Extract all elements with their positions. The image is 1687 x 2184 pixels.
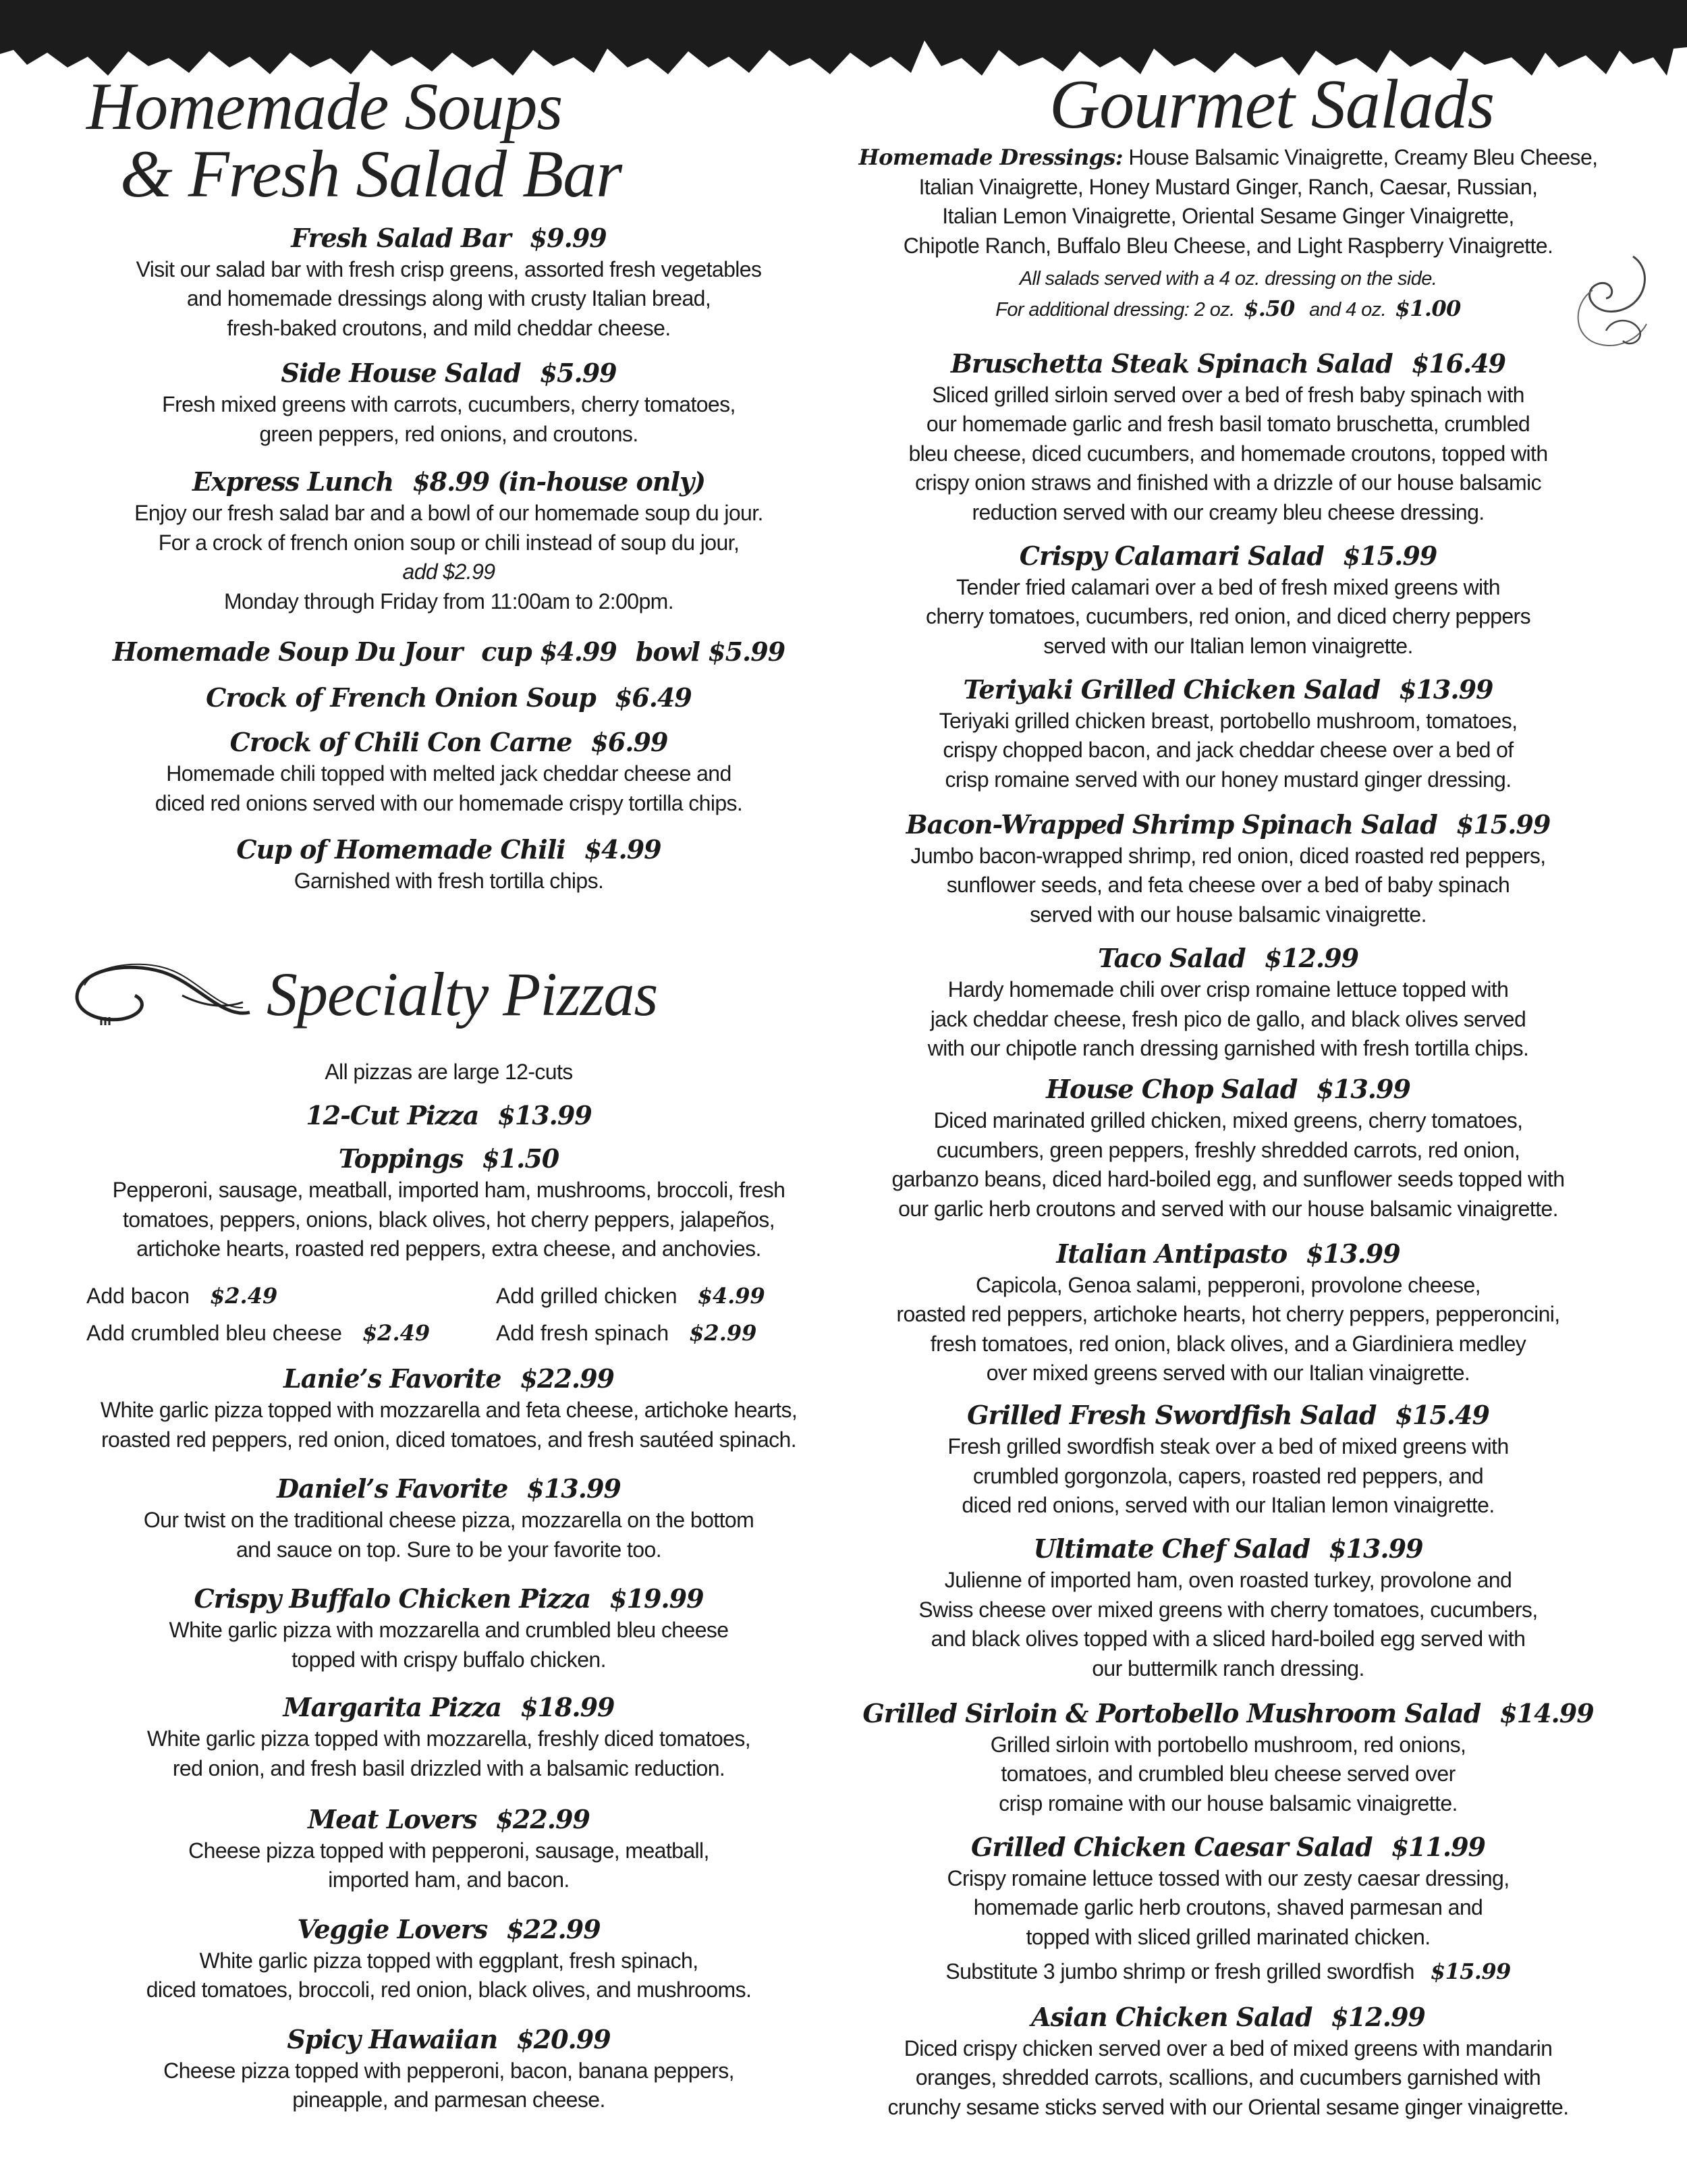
item-price: $22.99 xyxy=(520,1363,614,1394)
item-title xyxy=(74,681,823,715)
item-name: Lanie’s Favorite xyxy=(283,1363,501,1394)
pizza-size-note: All pizzas are large 12-cuts xyxy=(325,1060,573,1085)
item-name: Toppings xyxy=(338,1143,464,1174)
item-name: Ultimate Chef Salad xyxy=(1033,1533,1310,1564)
item-description-line: Enjoy our fresh salad bar and a bowl of our homemade soup du jour. xyxy=(134,501,763,526)
item-description-line: homemade garlic herb croutons, shaved parmesan and xyxy=(973,1895,1483,1920)
item-price: $12.99 xyxy=(1331,2001,1425,2032)
item-description-line: add $2.99 xyxy=(402,559,495,584)
item-name: Bacon-Wrapped Shrimp Spinach Salad xyxy=(906,809,1437,840)
price-2oz: $.50 xyxy=(1244,295,1295,321)
item-description-line: Swiss cheese over mixed greens with cherry tomatoes, cucumbers, xyxy=(918,1597,1538,1622)
item-name: Express Lunch xyxy=(192,466,394,497)
item-description-line: crisp romaine with our house balsamic vinaigrette. xyxy=(999,1791,1458,1816)
item-title xyxy=(74,2023,823,2056)
item-description-line: crunchy sesame sticks served with our Oriental sesame ginger vinaigrette. xyxy=(887,2094,1569,2119)
item-title xyxy=(74,465,823,499)
item-title xyxy=(74,1913,823,1946)
item-description-line: jack cheddar cheese, fresh pico de gallo, and black olives served xyxy=(930,1006,1526,1031)
item-description-line: topped with sliced grilled marinated chicken. xyxy=(1026,1924,1431,1949)
addon-item xyxy=(496,1278,765,1314)
pizzas-heading: Specialty Pizzas xyxy=(267,960,658,1029)
dressings-line: Chipotle Ranch, Buffalo Bleu Cheese, and Light Raspberry Vinaigrette. xyxy=(903,233,1553,258)
item-title xyxy=(74,356,823,390)
extra-dressing-note: For additional dressing: 2 oz. $.50 and 4 oz. $1.00 xyxy=(995,295,1461,321)
item-name: Asian Chicken Salad xyxy=(1031,2001,1312,2032)
item-description-line: Crispy romaine lettuce tossed with our zesty caesar dressing, xyxy=(947,1865,1510,1890)
item-title xyxy=(840,808,1616,842)
item-description-line: crispy chopped bacon, and jack cheddar cheese over a bed of xyxy=(943,738,1514,763)
pizza-item xyxy=(74,1362,823,1454)
pizza-item xyxy=(74,1472,823,1564)
item-description-line: with our chipotle ranch dressing garnished with fresh tortilla chips. xyxy=(927,1036,1529,1061)
item-description-line: fresh-baked croutons, and mild cheddar cheese. xyxy=(227,315,671,340)
item-price: $13.99 xyxy=(497,1100,592,1131)
item-price: $15.99 xyxy=(1342,540,1437,571)
item-name: Meat Lovers xyxy=(308,1803,477,1834)
item-name: Grilled Chicken Caesar Salad xyxy=(970,1831,1373,1862)
item-description-line: Grilled sirloin with portobello mushroom, red onions, xyxy=(990,1732,1466,1757)
item-description-line: Substitute 3 jumbo shrimp or fresh grilled swordfish $15.99 xyxy=(945,1959,1511,1985)
salad-item xyxy=(840,808,1616,930)
item-price: $12.99 xyxy=(1264,943,1359,974)
item-name: Grilled Sirloin & Portobello Mushroom Salad xyxy=(862,1697,1481,1728)
item-price: $6.49 xyxy=(614,682,692,713)
item-description-line: sunflower seeds, and feta cheese over a bed of baby spinach xyxy=(946,873,1510,898)
salads-column xyxy=(840,0,1616,2184)
price-4oz: $1.00 xyxy=(1395,295,1461,321)
item-title xyxy=(74,635,823,669)
item-name: Taco Salad xyxy=(1097,943,1246,974)
item-title xyxy=(74,1582,823,1616)
salad-item xyxy=(840,1072,1616,1224)
item-description-line: served with our Italian lemon vinaigrette. xyxy=(1043,633,1413,658)
item-description-line: crisp romaine served with our honey mustard ginger dressing. xyxy=(945,767,1512,792)
item-title xyxy=(74,221,823,255)
addon-price: $2.99 xyxy=(689,1320,757,1346)
pizza-item xyxy=(74,1691,823,1783)
item-description-line: Jumbo bacon-wrapped shrimp, red onion, diced roasted red peppers, xyxy=(910,843,1546,868)
item-price: $6.99 xyxy=(590,727,668,758)
item-price: cup $4.99 xyxy=(481,636,617,667)
item-description-line: Monday through Friday from 11:00am to 2:00pm. xyxy=(223,589,674,613)
item-description-line: oranges, shredded carrots, scallions, and cucumbers garnished with xyxy=(915,2065,1541,2090)
addon-price: $4.99 xyxy=(697,1282,765,1309)
item-description-line: fresh tomatoes, red onion, black olives, and a Giardiniera medley xyxy=(930,1331,1526,1356)
dressings-line: House Balsamic Vinaigrette, Creamy Bleu Cheese, xyxy=(1128,145,1598,169)
item-name: Grilled Fresh Swordfish Salad xyxy=(967,1400,1377,1431)
item-description-line: our buttermilk ranch dressing. xyxy=(1092,1656,1364,1681)
item-title xyxy=(74,1099,823,1132)
item-title xyxy=(840,1697,1616,1730)
item-name: Side House Salad xyxy=(281,358,521,389)
item-name: Crock of French Onion Soup xyxy=(206,682,596,713)
dressings-lead: Homemade Dressings: xyxy=(858,144,1124,170)
dressings-line: Italian Lemon Vinaigrette, Oriental Sesame Ginger Vinaigrette, xyxy=(942,204,1514,228)
item-name: 12-Cut Pizza xyxy=(306,1100,479,1131)
item-description-line: Teriyaki grilled chicken breast, portobello mushroom, tomatoes, xyxy=(939,708,1518,733)
item-description-line: Cheese pizza topped with pepperoni, bacon, banana peppers, xyxy=(163,2058,734,2083)
item-description-line: our homemade garlic and fresh basil tomato bruschetta, crumbled xyxy=(926,412,1530,437)
item-price: $11.99 xyxy=(1391,1831,1485,1862)
salad-item xyxy=(840,941,1616,1064)
salads-heading: Gourmet Salads xyxy=(1049,65,1495,143)
addon-label: Add crumbled bleu cheese xyxy=(86,1321,342,1346)
item-name: Crispy Calamari Salad xyxy=(1019,540,1324,571)
item-name: Daniel’s Favorite xyxy=(277,1473,508,1504)
item-description-line: tomatoes, and crumbled bleu cheese served over xyxy=(1001,1762,1456,1786)
item-description-line: Sliced grilled sirloin served over a bed of fresh baby spinach with xyxy=(932,382,1524,407)
soup-item xyxy=(74,221,823,344)
item-price: $16.49 xyxy=(1411,348,1506,379)
item-description-line: Garnished with fresh tortilla chips. xyxy=(294,869,604,894)
item-description-line: our garlic herb croutons and served with our house balsamic vinaigrette. xyxy=(898,1196,1558,1221)
item-description-line: For a crock of french onion soup or chili instead of soup du jour, xyxy=(158,530,740,555)
item-description-line: garbanzo beans, diced hard-boiled egg, and sunflower seeds topped with xyxy=(891,1167,1565,1192)
item-description-line: Fresh mixed greens with carrots, cucumbers, cherry tomatoes, xyxy=(162,392,736,417)
item-name: Homemade Soup Du Jour xyxy=(112,636,463,667)
salad-item xyxy=(840,347,1616,528)
item-price: $13.99 xyxy=(1329,1533,1423,1564)
item-price: $13.99 xyxy=(1316,1074,1410,1105)
item-title xyxy=(840,941,1616,975)
salad-item xyxy=(840,2000,1616,2123)
salad-item xyxy=(840,1237,1616,1388)
item-price: $1.50 xyxy=(482,1143,559,1174)
item-name: Margarita Pizza xyxy=(283,1692,502,1723)
soup-item xyxy=(74,681,823,715)
item-title xyxy=(74,1142,823,1176)
item-description-line: roasted red peppers, artichoke hearts, hot cherry peppers, pepperoncini, xyxy=(896,1302,1560,1327)
item-description-line: White garlic pizza topped with eggplant, fresh spinach, xyxy=(199,1948,698,1973)
dressings-line: Italian Vinaigrette, Honey Mustard Ginger, Ranch, Caesar, Russian, xyxy=(918,174,1538,199)
item-title xyxy=(74,833,823,867)
item-name: Veggie Lovers xyxy=(297,1913,488,1944)
item-description-line: cucumbers, green peppers, freshly shredded carrots, red onion, xyxy=(936,1137,1520,1162)
pizza-toppings-item xyxy=(74,1142,823,1264)
item-title xyxy=(840,2000,1616,2034)
item-name: Crock of Chili Con Carne xyxy=(229,727,572,758)
item-description-line: White garlic pizza with mozzarella and crumbled bleu cheese xyxy=(169,1618,729,1643)
item-title xyxy=(840,347,1616,381)
item-price: $22.99 xyxy=(495,1803,590,1834)
addon-item xyxy=(496,1315,756,1351)
salad-item xyxy=(840,1830,1616,1987)
item-description-line: Our twist on the traditional cheese pizza, mozzarella on the bottom xyxy=(143,1508,754,1533)
item-name: Italian Antipasto xyxy=(1056,1238,1288,1269)
item-description-line: artichoke hearts, roasted red peppers, extra cheese, and anchovies. xyxy=(136,1236,761,1261)
item-price: $13.99 xyxy=(526,1473,621,1504)
item-title xyxy=(840,1830,1616,1864)
item-price: $14.99 xyxy=(1499,1697,1594,1728)
item-title xyxy=(840,673,1616,707)
soup-item xyxy=(74,833,823,896)
item-description-line: red onion, and fresh basil drizzled with a balsamic reduction. xyxy=(172,1755,725,1780)
addon-price: $2.49 xyxy=(210,1282,278,1309)
item-price: $19.99 xyxy=(609,1583,704,1614)
item-description-line: diced red onions served with our homemade crispy tortilla chips. xyxy=(155,790,743,815)
item-description-line: Pepperoni, sausage, meatball, imported ham, mushrooms, broccoli, fresh xyxy=(112,1178,785,1203)
item-description-line: imported ham, and bacon. xyxy=(328,1867,570,1892)
addon-price: $2.49 xyxy=(362,1320,431,1346)
item-name: Crispy Buffalo Chicken Pizza xyxy=(194,1583,591,1614)
soup-item xyxy=(74,356,823,449)
dressings-list xyxy=(840,143,1616,261)
item-price: $13.99 xyxy=(1399,674,1493,705)
item-description-line: over mixed greens served with our Italian vinaigrette. xyxy=(986,1361,1470,1386)
item-description-line: White garlic pizza topped with mozzarella, freshly diced tomatoes, xyxy=(146,1726,751,1751)
dressing-notes xyxy=(840,265,1616,325)
item-description-line: pineapple, and parmesan cheese. xyxy=(292,2087,605,2112)
item-price: $22.99 xyxy=(506,1913,601,1944)
soups-heading-line2: & Fresh Salad Bar xyxy=(120,136,622,211)
item-price: $15.99 xyxy=(1456,809,1551,840)
item-name: Teriyaki Grilled Chicken Salad xyxy=(963,674,1381,705)
item-description-line: Hardy homemade chili over crisp romaine lettuce topped with xyxy=(947,977,1509,1002)
item-description-line: and black olives topped with a sliced hard-boiled egg served with xyxy=(931,1627,1526,1651)
item-description-line: Capicola, Genoa salami, pepperoni, provolone cheese, xyxy=(976,1272,1481,1297)
item-description-line: crumbled gorgonzola, capers, roasted red peppers, and xyxy=(972,1463,1484,1488)
side-dressing-note: All salads served with a 4 oz. dressing on the side. xyxy=(1019,268,1437,290)
addon-label: Add fresh spinach xyxy=(496,1321,669,1346)
item-description-line: crispy onion straws and finished with a drizzle of our house balsamic xyxy=(915,470,1541,495)
item-description-line: green peppers, red onions, and croutons. xyxy=(259,421,638,446)
item-title xyxy=(840,1237,1616,1271)
salad-item xyxy=(840,1532,1616,1683)
pizza-item xyxy=(74,2023,823,2115)
item-description-line: Tender fried calamari over a bed of fresh mixed greens with xyxy=(956,574,1500,599)
item-title xyxy=(74,726,823,759)
item-description-line: topped with crispy buffalo chicken. xyxy=(292,1647,606,1672)
pizza-base-item xyxy=(74,1099,823,1132)
item-description-line: Julienne of imported ham, oven roasted turkey, provolone and xyxy=(944,1568,1512,1593)
item-title xyxy=(840,1532,1616,1566)
item-title xyxy=(74,1803,823,1836)
item-description-line: cherry tomatoes, cucumbers, red onion, and diced cherry peppers xyxy=(925,604,1530,629)
soups-pizzas-column xyxy=(74,0,823,2184)
item-price: $9.99 xyxy=(529,222,607,253)
addon-item xyxy=(86,1315,430,1351)
item-description-line: diced tomatoes, broccoli, red onion, black olives, and mushrooms. xyxy=(146,1977,752,2002)
item-title xyxy=(74,1362,823,1396)
soups-heading-line1: Homemade Soups xyxy=(86,69,563,144)
salad-item xyxy=(840,1697,1616,1819)
item-price: $5.99 xyxy=(539,358,617,389)
item-title xyxy=(840,539,1616,573)
salad-item xyxy=(840,673,1616,795)
item-name: Bruschetta Steak Spinach Salad xyxy=(950,348,1393,379)
item-description-line: Homemade chili topped with melted jack cheddar cheese and xyxy=(166,761,731,786)
pizza-item xyxy=(74,1803,823,1895)
item-description-line: Diced crispy chicken served over a bed of mixed greens with mandarin xyxy=(904,2036,1553,2060)
item-title xyxy=(840,1398,1616,1432)
salad-item xyxy=(840,1398,1616,1521)
item-price: $8.99 (in-house only) xyxy=(412,466,706,497)
item-name: House Chop Salad xyxy=(1046,1074,1298,1105)
soup-item xyxy=(74,465,823,616)
item-description-line: tomatoes, peppers, onions, black olives, hot cherry peppers, jalapeños, xyxy=(123,1207,775,1232)
item-description-line: Fresh grilled swordfish steak over a bed of mixed greens with xyxy=(947,1434,1509,1459)
item-name: Cup of Homemade Chili xyxy=(236,834,565,865)
item-description-line: and sauce on top. Sure to be your favorite too. xyxy=(236,1537,661,1562)
item-price: $13.99 xyxy=(1306,1238,1400,1269)
pizza-item xyxy=(74,1582,823,1674)
item-name: Fresh Salad Bar xyxy=(291,222,511,253)
soup-item xyxy=(74,635,823,669)
item-price: $4.99 xyxy=(584,834,661,865)
item-price: $15.49 xyxy=(1395,1400,1489,1431)
item-description-line: bleu cheese, diced cucumbers, and homemade croutons, topped with xyxy=(908,441,1548,466)
item-price: $18.99 xyxy=(520,1692,615,1723)
item-description-line: and homemade dressings along with crusty Italian bread, xyxy=(186,286,711,311)
pizza-item xyxy=(74,1913,823,2005)
soup-item xyxy=(74,726,823,818)
item-description-line: reduction served with our creamy bleu cheese dressing. xyxy=(972,499,1485,524)
item-description-line: roasted red peppers, red onion, diced tomatoes, and fresh sautéed spinach. xyxy=(101,1427,797,1452)
salad-item xyxy=(840,539,1616,661)
addon-item xyxy=(86,1278,277,1314)
item-price: $15.99 xyxy=(1430,1959,1511,1985)
addon-label: Add grilled chicken xyxy=(496,1283,677,1308)
item-price: bowl $5.99 xyxy=(635,636,785,667)
item-description-line: White garlic pizza topped with mozzarella and feta cheese, artichoke hearts, xyxy=(100,1398,798,1423)
item-description-line: served with our house balsamic vinaigrette. xyxy=(1030,902,1427,927)
item-price: $20.99 xyxy=(516,2023,611,2054)
item-name: Spicy Hawaiian xyxy=(287,2023,498,2054)
item-description-line: Cheese pizza topped with pepperoni, sausage, meatball, xyxy=(188,1838,709,1863)
item-title xyxy=(74,1691,823,1724)
item-description-line: Visit our salad bar with fresh crisp greens, assorted fresh vegetables xyxy=(136,256,762,281)
item-title xyxy=(840,1072,1616,1106)
item-title xyxy=(74,1472,823,1506)
addon-label: Add bacon xyxy=(86,1283,190,1308)
item-description-line: diced red onions, served with our Italian lemon vinaigrette. xyxy=(962,1493,1495,1518)
item-description-line: Diced marinated grilled chicken, mixed greens, cherry tomatoes, xyxy=(933,1108,1523,1133)
